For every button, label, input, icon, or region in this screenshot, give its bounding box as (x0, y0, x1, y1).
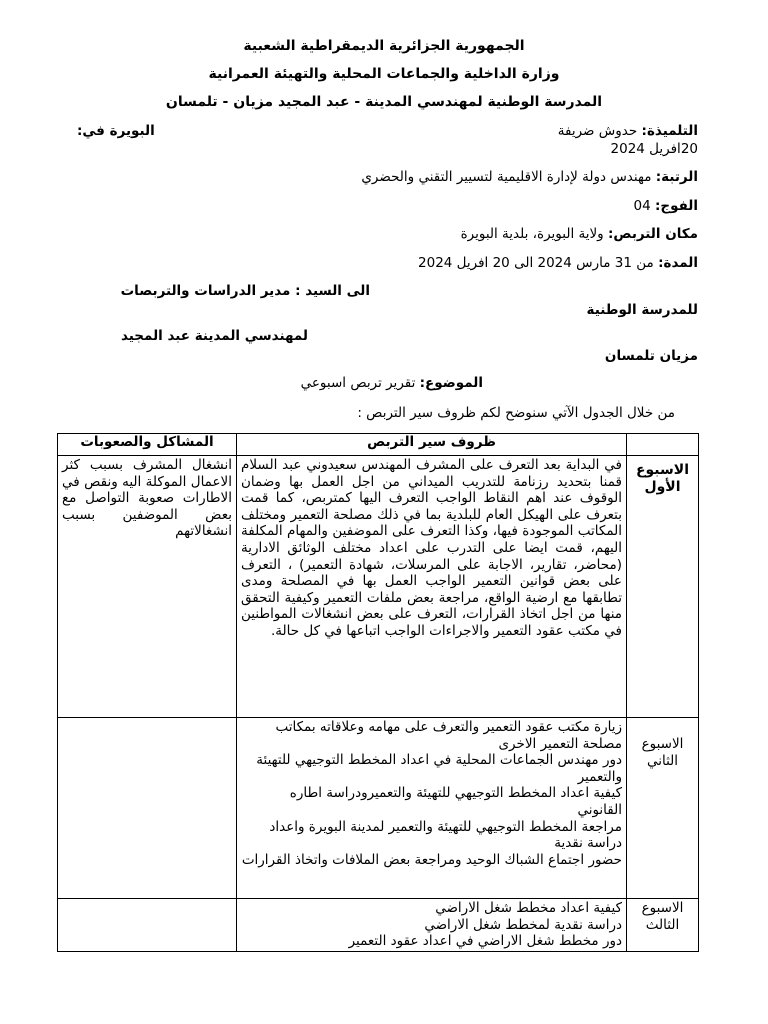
week-2-label: الاسبوع الثاني (627, 718, 699, 899)
week-3-item: دراسة نقدية لمخطط شغل الاراضي (424, 916, 622, 933)
week-1-conditions: في البداية بعد التعرف على المشرف المهندس سعيدوني عبد السلام قمنا بتحديد رزنامة للتدريب الميداني من اجل العمل بها وضمان الوقوف عند اهم النقاط الواجب التعرف اليها كمتربص، كما قمت بتعرف على الهيكل العام للبلدية بما في ذلك مصلحة التعمير ومختلف المكاتب الموجودة فيها، وكذا التعرف على الموضفين والمهام المكلفة اليهم، قمت ايضا على التدرب على اعداد مختلف الوثائق الادارية (محاضر، تقارير، الاجابة على المرسلات، شهادة التعمير) ، التعرف على بعض قوانين التعمير الواجب العمل بها في المصلحة ومدى تطابقها مع ارضية الواقع، مراجعة بعض ملفات التعمير وكيفية التحقق منها من اجل اتخاذ القرارات، التعرف على بعض انشغالات المواطنين في مكتب عقود التعمير والاجراءات الواجب اتباعها في كل حالة. (237, 456, 627, 718)
rank-line (361, 169, 698, 185)
header-school: المدرسة الوطنية لمهندسي المدينة - عبد المجيد مزيان - تلمسان (165, 94, 603, 110)
week-1-label: الاسبوع الأول (627, 456, 699, 718)
table-row (58, 718, 699, 899)
subject-value: تقرير تربص اسبوعي (300, 375, 416, 391)
week-2-item: حضور اجتماع الشباك الوحيد ومراجعة بعض الملافات واتخاذ القرارات (241, 851, 622, 868)
subject-label: الموضوع: (419, 375, 483, 391)
place-date-label: البويرة في: (77, 123, 155, 139)
week-1-problems: انشغال المشرف بسبب كثر الاعمال الموكلة اليه ونقص في الاطارات صعوبة التواصل مع بعض الموضفين بسبب انشغالاتهم (58, 456, 237, 718)
table-header-row (58, 434, 699, 456)
internship-table (57, 433, 699, 952)
week-3-conditions (237, 899, 627, 952)
address-line-3: لمهندسي المدينة عبد المجيد (120, 328, 308, 344)
week-2-conditions (237, 718, 627, 899)
rank-value: مهندس دولة لإدارة الاقليمية لتسيير التقني والحضري (361, 169, 652, 185)
group-value: 04 (633, 198, 651, 214)
address-line-1: الى السيد : مدير الدراسات والتربصات (120, 283, 370, 299)
place-label: مكان التربص: (608, 226, 698, 242)
group-label: الفوج: (654, 198, 698, 214)
header-republic: الجمهورية الجزائرية الديمقراطية الشعبية (243, 38, 525, 54)
place-value: ولاية البويرة، بلدية البويرة (460, 226, 604, 242)
week-2-item: كيفية اعداد المخطط التوجيهي للتهيئة والتعميرودراسة اطاره القانوني (289, 785, 622, 818)
subject-line (301, 375, 483, 391)
group-line (634, 198, 699, 214)
duration-value: من 31 مارس 2024 الى 20 افريل 2024 (418, 255, 654, 271)
week-3-item: كيفية اعداد مخطط شغل الاراضي (435, 900, 622, 916)
header-conditions: ظروف سير التربص (237, 434, 627, 456)
duration-label: المدة: (658, 255, 698, 271)
week-3-item: دور مخطط شغل الاراضي في اعداد عقود التعمير (348, 933, 622, 950)
student-label: التلميذة: (641, 123, 698, 139)
header-ministry: وزارة الداخلية والجماعات المحلية والتهيئة العمرانية (208, 66, 560, 82)
address-line-4: مزيان تلمسان (604, 348, 698, 364)
week-2-item: زيارة مكتب عقود التعمير والتعرف على مهامه وعلاقاته بمكاتب مصلحة التعمير الاخرى (275, 719, 622, 752)
header-problems: المشاكل والصعوبات (58, 434, 237, 456)
student-line (558, 123, 698, 139)
header-week (627, 434, 699, 456)
rank-label: الرتبة: (655, 169, 698, 185)
table-row (58, 456, 699, 718)
address-line-2: للمدرسة الوطنية (586, 302, 698, 318)
week-2-item: دور مهندس الجماعات المحلية في اعداد المخطط التوجيهي للتهيئة والتعمير (256, 752, 622, 785)
place-line (461, 226, 698, 242)
week-3-label: الاسبوع الثالث (627, 899, 699, 952)
intro-text: من خلال الجدول الآتي سنوضح لكم ظروف سير التربص : (357, 405, 675, 421)
report-date: 20افريل 2024 (610, 141, 698, 157)
student-name: حدوش ضريفة (557, 123, 638, 139)
week-3-problems (58, 899, 237, 952)
duration-line (418, 255, 698, 271)
week-2-item: مراجعة المخطط التوجيهي للتهيئة والتعمير لمدينة البويرة واعداد دراسة نقدية (269, 818, 622, 852)
week-2-problems (58, 718, 237, 899)
table-row (58, 899, 699, 952)
